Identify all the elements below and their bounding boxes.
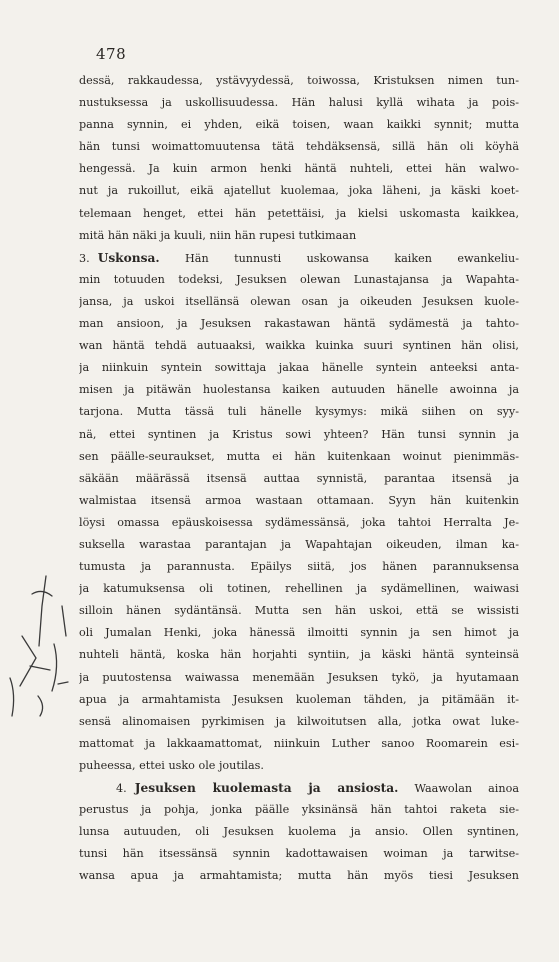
page-number: 478 [96,45,127,63]
text-line: sen päälle-seuraukset, mutta ei hän kuitenkaan woinut pienimmäs- [79,449,519,463]
text-line: hengessä. Ja kuin armon henki häntä nuhteli, ettei hän walwo- [79,162,519,176]
text-line: lunsa autuuden, oli Jesuksen kuolema ja ansio. Ollen syntinen, [79,825,519,839]
text-line: ja puutostensa waiwassa menemään Jesuksen tykö, ja hyutamaan [79,670,519,684]
text-line: panna synnin, ei yhden, eikä toisen, waan kaikki synnit; mutta [79,118,519,132]
text-line: apua ja armahtamista Jesuksen kuoleman tähden, ja pitämään it- [79,692,519,706]
section-3-number: 3. [79,251,90,265]
body-text [79,70,519,887]
text-line: misen ja pitäwän huolestansa kaiken autuuden hänelle awoinna ja [79,383,519,397]
text-line: nut ja rukoillut, eikä ajatellut kuolemaa, joka läheni, ja käski koet- [79,184,519,198]
text-line: löysi omassa epäuskoisessa sydämessänsä, joka tahtoi Herralta Je- [79,515,519,529]
text-line: oli Jumalan Henki, joka hänessä ilmoitti synnin ja sen himot ja [79,626,519,640]
text-line: tunsi hän itsessänsä synnin kadottawaisen woiman ja tarwitse- [79,847,519,861]
text-line: ja katumuksensa oli totinen, rehellinen ja sydämellinen, waiwasi [79,582,519,596]
text-line: perustus ja pohja, jonka päälle yksinänsä hän tahtoi raketa sie- [79,803,519,817]
text-line: jansa, ja uskoi itsellänsä olewan osan ja oikeuden Jesuksen kuole- [79,294,519,308]
section-4-heading: Jesuksen kuolemasta ja ansiosta. [134,781,399,795]
text-run: Hän tunnusti uskowansa kaiken ewankeliu- [185,251,519,265]
text-line: tumusta ja parannusta. Epäilys siitä, jos hänen parannuksensa [79,560,519,574]
handwritten-margin-annotation [2,566,72,726]
section-3-heading: Uskonsa. [97,250,160,265]
text-line: walmistaa itsensä armoa wastaan ottamaan. Syyn hän kuitenkin [79,493,519,507]
text-line: wan häntä tehdä autuaaksi, waikka kuinka suuri syntinen hän olisi, [79,339,519,353]
section-4-line [79,777,519,799]
section-3-line [79,247,519,269]
text-line: mattomat ja lakkaamattomat, niinkuin Luther sanoo Roomarein esi- [79,736,519,750]
text-run: Waawolan ainoa [414,782,519,795]
text-line: ja niinkuin syntein sowittaja jakaa hänelle syntein anteeksi anta- [79,361,519,375]
text-line: nuhteli häntä, koska hän horjahti syntiin, ja käski häntä synteinsä [79,648,519,662]
text-line: suksella warastaa parantajan ja Wapahtajan oikeuden, ilman ka- [79,537,519,551]
text-line: nä, ettei syntinen ja Kristus sowi yhteen? Hän tunsi synnin ja [79,427,519,441]
text-line: silloin hänen sydäntänsä. Mutta sen hän uskoi, että se wissisti [79,604,519,618]
text-line: man ansioon, ja Jesuksen rakastawan häntä sydämestä ja tahto- [79,317,519,331]
text-line: säkään määrässä itsensä auttaa synnistä, parantaa itsensä ja [79,471,519,485]
text-line: puheessa, ettei usko ole joutilas. [79,758,264,772]
text-line: dessä, rakkaudessa, ystävyydessä, toiwossa, Kristuksen nimen tun- [79,74,519,87]
text-line: hän tunsi woimattomuutensa tätä tehdäksensä, sillä hän oli köyhä [79,140,519,154]
text-line: mitä hän näki ja kuuli, niin hän rupesi tutkimaan [79,228,357,242]
text-line: sensä alinomaisen pyrkimisen ja kilwoitutsen alla, jotka owat luke- [79,714,519,728]
text-line: nustuksessa ja uskollisuudessa. Hän halusi kyllä wihata ja pois- [79,96,519,110]
section-4-number: 4. [116,782,127,795]
text-line: telemaan henget, ettei hän petettäisi, ja kielsi uskomasta kaikkea, [79,206,519,220]
text-line: wansa apua ja armahtamista; mutta hän myös tiesi Jesuksen [79,869,519,883]
text-line: tarjona. Mutta tässä tuli hänelle kysymys: mikä siihen on syy- [79,405,519,419]
text-line: min totuuden todeksi, Jesuksen olewan Lunastajansa ja Wapahta- [79,272,519,286]
